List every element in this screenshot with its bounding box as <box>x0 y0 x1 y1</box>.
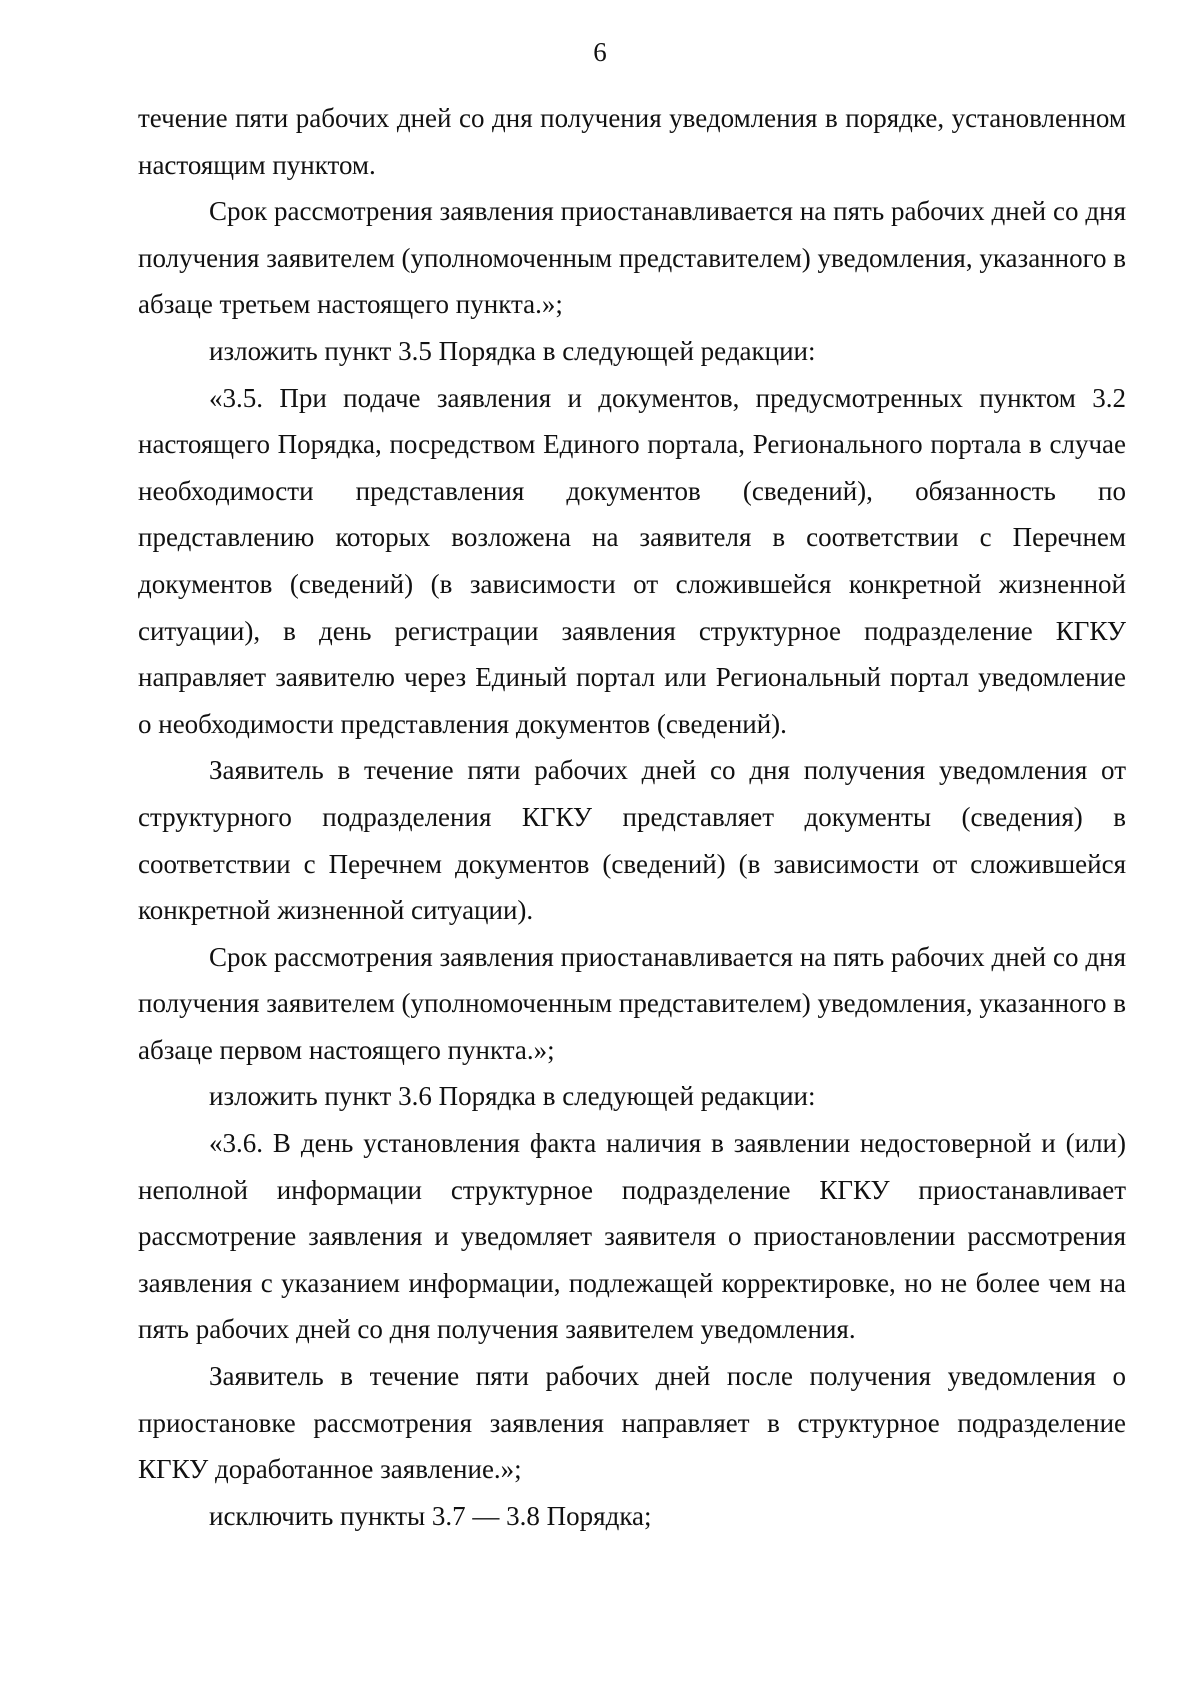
paragraph-10: исключить пункты 3.7 — 3.8 Порядка; <box>209 1500 652 1531</box>
paragraph-8: «3.6. В день установления факта наличия в заявлении недостоверной и (или) неполной информации структурное подразделение КГКУ приостанавливает рассмотрение заявления и уведомляет заявителя о приостановлении рассмотрения заявления с указанием информации, подлежащей корректировке, но не более чем на пять рабочих дней со дня получения заявителем уведомления. <box>138 1128 1126 1345</box>
document-body <box>138 95 1126 1539</box>
paragraph-3: изложить пункт 3.5 Порядка в следующей редакции: <box>209 335 816 366</box>
paragraph-6: Срок рассмотрения заявления приостанавливается на пять рабочих дней со дня получения заявителем (уполномоченным представителем) уведомления, указанного в абзаце первом настоящего пункта.»; <box>138 941 1126 1065</box>
paragraph-7: изложить пункт 3.6 Порядка в следующей редакции: <box>209 1081 816 1112</box>
paragraph-9: Заявитель в течение пяти рабочих дней после получения уведомления о приостановке рассмотрения заявления направляет в структурное подразделение КГКУ доработанное заявление.»; <box>138 1361 1126 1485</box>
page-number: 6 <box>593 37 607 67</box>
paragraph-5: Заявитель в течение пяти рабочих дней со дня получения уведомления от структурного подразделения КГКУ представляет документы (сведения) в соответствии с Перечнем документов (сведений) (в зависимости от сложившейся конкретной жизненной ситуации). <box>138 755 1126 926</box>
paragraph-4: «3.5. При подаче заявления и документов, предусмотренных пунктом 3.2 настоящего Порядка, посредством Единого портала, Регионального портала в случае необходимости представления документов (сведений), обязанность по представлению которых возложена на заявителя в соответствии с Перечнем документов (сведений) (в зависимости от сложившейся конкретной жизненной ситуации), в день регистрации заявления структурное подразделение КГКУ направляет заявителю через Единый портал или Региональный портал уведомление о необходимости представления документов (сведений). <box>138 382 1126 739</box>
paragraph-2: Срок рассмотрения заявления приостанавливается на пять рабочих дней со дня получения заявителем (уполномоченным представителем) уведомления, указанного в абзаце третьем настоящего пункта.»; <box>138 196 1126 320</box>
paragraph-1: течение пяти рабочих дней со дня получения уведомления в порядке, установленном настоящим пунктом. <box>138 103 1126 180</box>
